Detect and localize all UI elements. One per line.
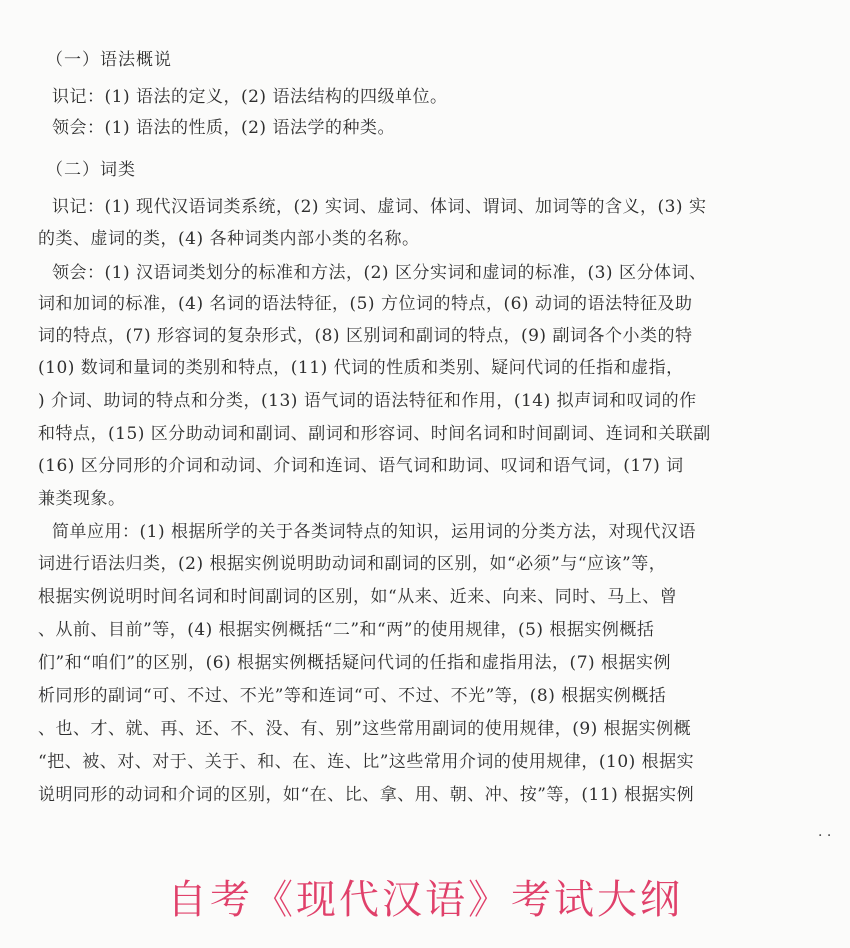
text-line: 、从前、目前”等，(4) 根据实例概括“二”和“两”的使用规律，(5) 根据实例概括 (38, 620, 655, 640)
text-line: 和特点，(15) 区分助动词和副词、副词和形容词、时间名词和时间副词、连词和关联副 (38, 424, 711, 444)
text-line: 识记：(1) 语法的定义，(2) 语法结构的四级单位。 (52, 87, 448, 107)
text-line: ) 介词、助词的特点和分类，(13) 语气词的语法特征和作用，(14) 拟声词和叹词的作 (38, 391, 697, 411)
text-line: 词的特点，(7) 形容词的复杂形式，(8) 区别词和副词的特点，(9) 副词各个小类的特 (38, 326, 693, 346)
page-caption: 自考《现代汉语》考试大纲 (167, 877, 683, 923)
text-line: (10) 数词和量词的类别和特点，(11) 代词的性质和类别、疑问代词的任指和虚指， (38, 358, 684, 378)
text-line: 词进行语法归类，(2) 根据实例说明助动词和副词的区别，如“必须”与“应该”等， (38, 554, 667, 574)
text-line: 领会：(1) 语法的性质，(2) 语法学的种类。 (52, 118, 395, 138)
text-line: 的类、虚词的类，(4) 各种词类内部小类的名称。 (38, 229, 420, 249)
trailing-mark: · · (818, 828, 832, 844)
text-line: 析同形的副词“可、不过、不光”等和连词“可、不过、不光”等，(8) 根据实例概括 (38, 686, 667, 706)
text-line: 词和加词的标准，(4) 名词的语法特征，(5) 方位词的特点，(6) 动词的语法特征及助 (38, 294, 693, 314)
text-line: 、也、才、就、再、还、不、没、有、别”这些常用副词的使用规律，(9) 根据实例概 (38, 719, 692, 739)
text-line: 们”和“咱们”的区别，(6) 根据实例概括疑问代词的任指和虚指用法，(7) 根据实例 (38, 653, 672, 673)
text-line: 根据实例说明时间名词和时间副词的区别，如“从来、近来、向来、同时、马上、曾 (38, 587, 678, 607)
text-line: 兼类现象。 (38, 489, 126, 509)
section-heading-grammar-overview: （一）语法概说 (46, 50, 172, 70)
text-line: 领会：(1) 汉语词类划分的标准和方法，(2) 区分实词和虚词的标准，(3) 区分体词、 (52, 263, 707, 283)
text-line: 识记：(1) 现代汉语词类系统，(2) 实词、虚词、体词、谓词、加词等的含义，(3) 实 (52, 197, 707, 217)
text-line: (16) 区分同形的介词和动词、介词和连词、语气词和助词、叹词和语气词，(17) 词 (38, 456, 684, 476)
text-line: 说明同形的动词和介词的区别，如“在、比、拿、用、朝、冲、按”等，(11) 根据实例 (38, 785, 695, 805)
text-line: 简单应用：(1) 根据所学的关于各类词特点的知识，运用词的分类方法，对现代汉语 (52, 522, 696, 542)
section-heading-word-classes: （二）词类 (46, 160, 136, 180)
text-line: “把、被、对、对于、关于、和、在、连、比”这些常用介词的使用规律，(10) 根据实 (38, 752, 695, 772)
